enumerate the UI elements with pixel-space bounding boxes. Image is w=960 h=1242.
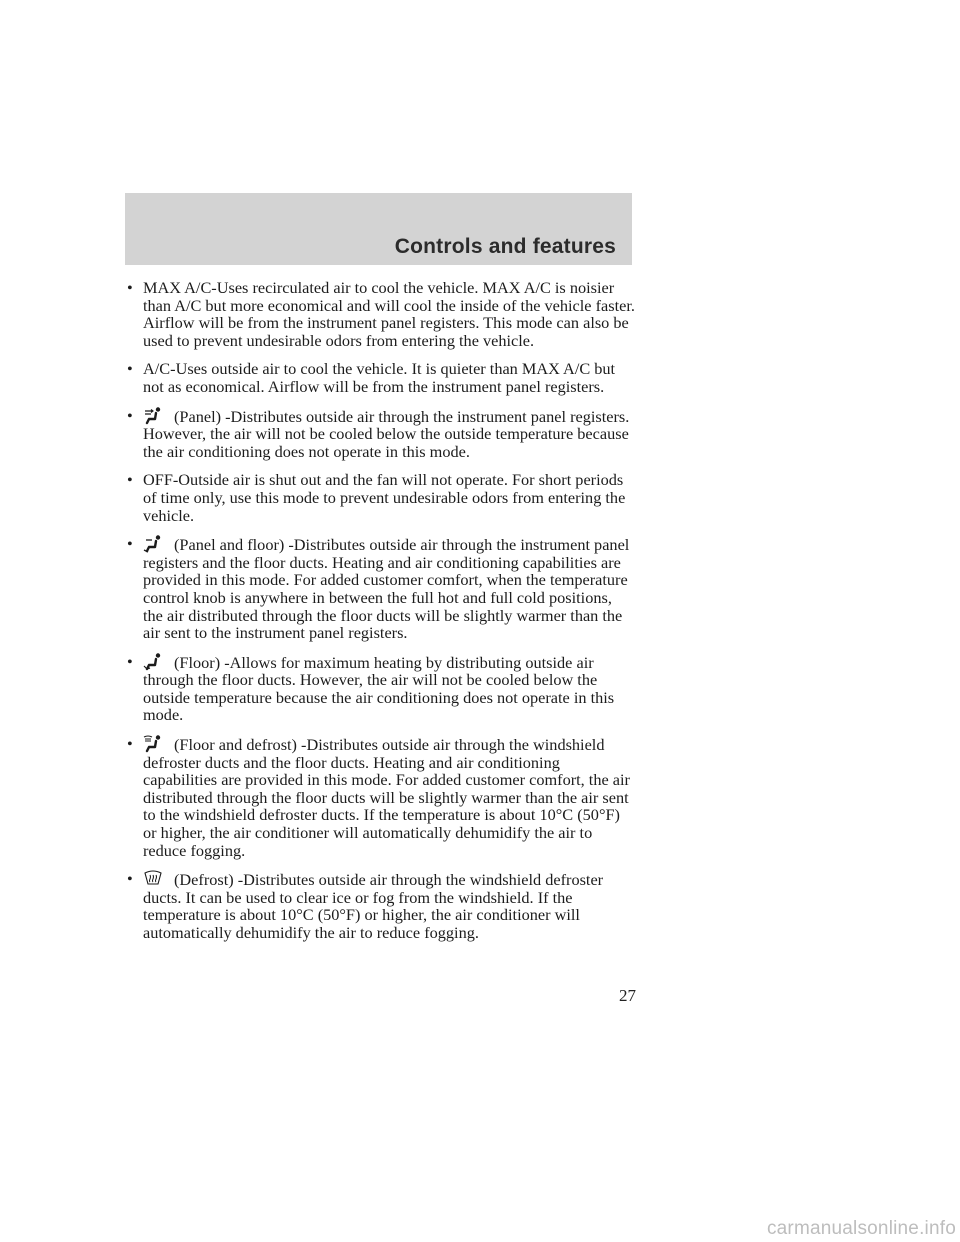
- bullet: •: [127, 470, 133, 490]
- site-watermark: carmanualsonline.info: [766, 1218, 956, 1239]
- item-text: OFF-Outside air is shut out and the fan will not operate. For short periods of time only, use this mode to prevent undesirable odors from entering the vehicle.: [143, 470, 626, 525]
- defrost-icon: [143, 870, 165, 888]
- list-item: [125, 735, 635, 859]
- item-text: (Floor) -Allows for maximum heating by distributing outside air through the floor ducts. However, the air will not be cooled below the outside temperature because the air conditioning does not operate in this mode.: [143, 652, 615, 725]
- item-text: (Panel) -Distributes outside air through the instrument panel registers. However, the air will not be cooled below the outside temperature because the air conditioning does not operate in this mode.: [143, 406, 630, 461]
- bullet: •: [127, 278, 133, 297]
- panel-floor-icon: [143, 535, 165, 553]
- bullet: •: [127, 359, 133, 379]
- bullet: •: [127, 734, 133, 754]
- item-text: A/C-Uses outside air to cool the vehicle. It is quieter than MAX A/C but not as economical. Airflow will be from the instrument panel registers.: [143, 359, 616, 396]
- bullet: •: [127, 651, 133, 671]
- bullet: •: [127, 534, 133, 554]
- floor-defrost-icon: [143, 735, 165, 753]
- item-text: (Floor and defrost) -Distributes outside air through the windshield defroster ducts and the floor ducts. Heating and air conditioning capabilities are provided in this mode. For added customer comfort, the air distributed through the floor ducts will be slightly warmer than the air sent to the windshield defroster ducts. If the temperature is about 10°C (50°F) or higher, the air conditioner will automatically dehumidify the air to reduce fogging.: [143, 735, 630, 860]
- section-header-band: [125, 193, 632, 265]
- page-number: 27: [619, 986, 636, 1005]
- panel-vent-icon: [143, 407, 165, 425]
- list-item: [125, 870, 635, 941]
- bullet: •: [127, 869, 133, 889]
- item-text: MAX A/C-Uses recirculated air to cool the vehicle. MAX A/C is noisier than A/C but more economical and will cool the inside of the vehicle faster. Airflow will be from the instrument panel registers. This mode can also be used to prevent undesirable odors from entering the vehicle.: [143, 278, 635, 350]
- list-item: [125, 535, 635, 642]
- list-item: [125, 653, 635, 724]
- floor-vent-icon: [143, 653, 165, 671]
- bullet: •: [127, 405, 133, 425]
- item-text: (Defrost) -Distributes outside air through the windshield defroster ducts. It can be used to clear ice or fog from the windshield. If the temperature is about 10°C (50°F) or higher, the air conditioner will automatically dehumidify the air to reduce fogging.: [143, 870, 604, 942]
- section-title: Controls and features: [394, 235, 616, 258]
- item-text: (Panel and floor) -Distributes outside air through the instrument panel registers and the floor ducts. Heating and air conditioning capabilities are provided in this mode. For added customer comfort, when the temperature control knob is anywhere in between the full hot and full cold positions, the air distributed through the floor ducts will be slightly warmer than the air sent to the instrument panel registers.: [143, 535, 630, 643]
- mode-list: [125, 279, 635, 953]
- list-item: [125, 360, 635, 395]
- list-item: [125, 407, 635, 461]
- list-item: [125, 279, 635, 349]
- list-item: [125, 471, 635, 524]
